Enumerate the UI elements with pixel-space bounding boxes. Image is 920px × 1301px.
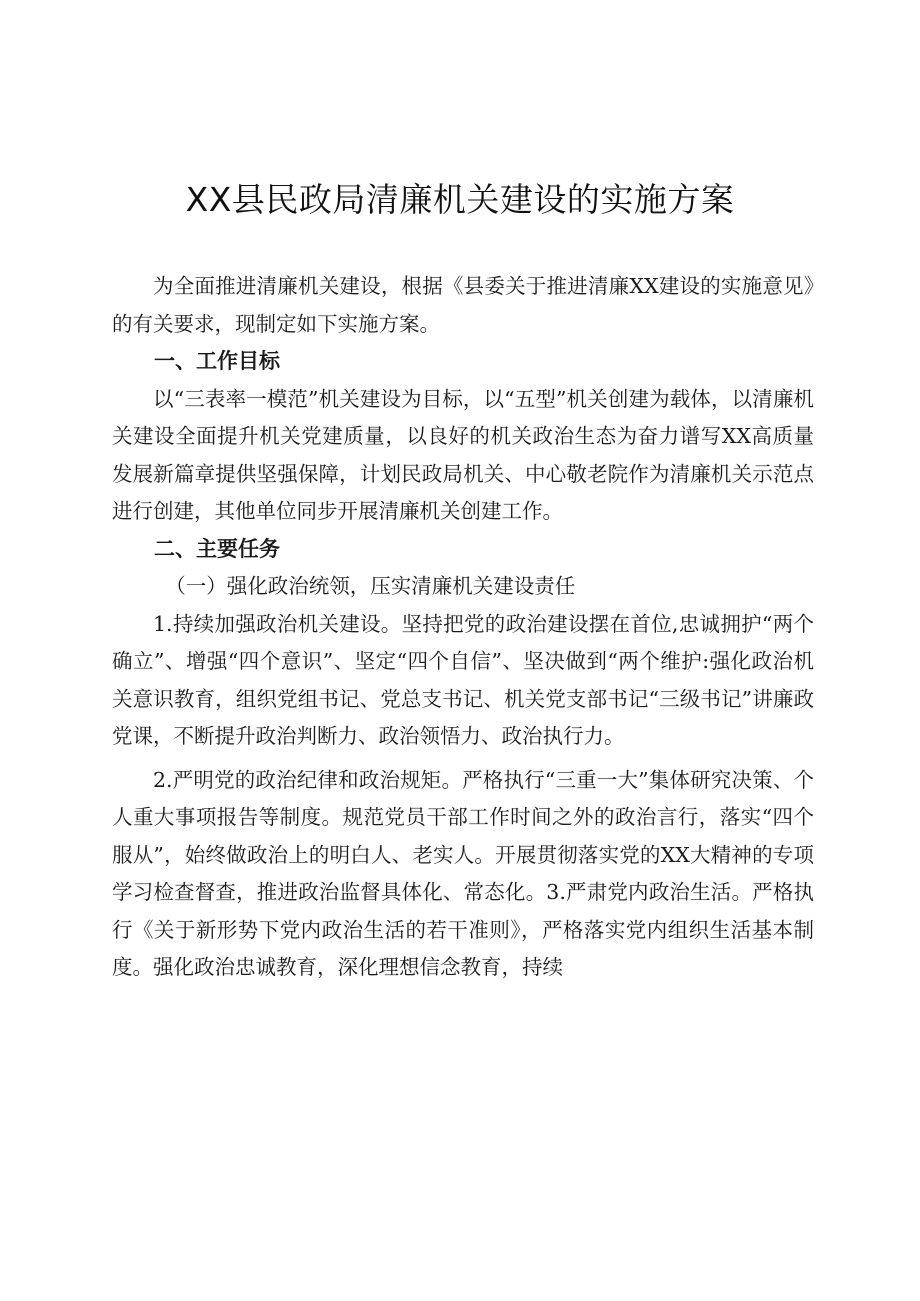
document-body (112, 268, 814, 987)
subsection-heading-1: （一）强化政治统领，压实清廉机关建设责任 (165, 574, 576, 598)
task-item-2: 2.严明党的政治纪律和政治规矩。严格执行“三重一大”集体研究决策、个人重大事项报告等制度。规范党员干部工作时间之外的政治言行，落实“四个服从”，始终做政治上的明白人、老实人。开展贯彻落实党的XX大精神的专项学习检查督查，推进政治监督具体化、常态化。3.严肃党内政治生活。严格执行《关于新形势下党内政治生活的若干准则》，严格落实党内组织生活基本制度。强化政治忠诚教育，深化理想信念教育，持续 (112, 767, 814, 979)
task-item-1: 1.持续加强政治机关建设。坚持把党的政治建设摆在首位,忠诚拥护“两个确立”、增强“四个意识”、坚定“四个自信”、坚决做到“两个维护:强化政治机关意识教育，组织党组书记、党总支书记、机关党支部书记“三级书记”讲廉政党课，不断提升政治判断力、政治领悟力、政治执行力。 (112, 611, 814, 748)
intro-paragraph: 为全面推进清廉机关建设，根据《县委关于推进清廉XX建设的实施意见》的有关要求，现制定如下实施方案。 (112, 274, 814, 336)
goals-paragraph: 以“三表率一模范”机关建设为目标，以“五型”机关创建为载体，以清廉机关建设全面提升机关党建质量，以良好的机关政治生态为奋力谱写XX高质量发展新篇章提供坚强保障，计划民政局机关、中心敬老院作为清廉机关示范点进行创建，其他单位同步开展清廉机关创建工作。 (112, 386, 814, 523)
document-title: XX县民政局清廉机关建设的实施方案 (185, 180, 735, 219)
section-heading-goals: 一、工作目标 (154, 349, 280, 373)
section-heading-tasks: 二、主要任务 (154, 536, 280, 561)
